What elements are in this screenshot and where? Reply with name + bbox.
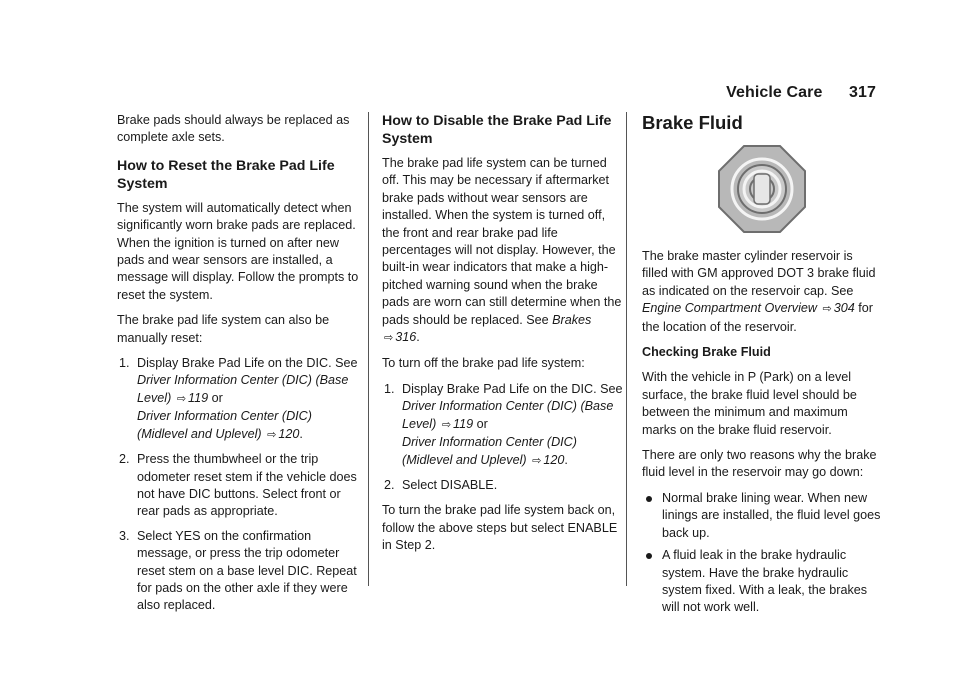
page-ref-304[interactable]: 304 <box>833 301 855 316</box>
step-number: 1. <box>119 356 130 371</box>
fluid-text: The brake master cylinder reservoir is filled with GM approved DOT 3 brake fluid as indicated on the reservoir cap. See <box>642 249 876 298</box>
checking-brake-fluid-heading: Checking Brake Fluid <box>642 345 771 360</box>
page-ref-120[interactable]: 120 <box>543 452 565 467</box>
fluid-paragraph <box>642 248 882 336</box>
list-item <box>642 547 882 617</box>
list-item <box>117 451 359 521</box>
step-lead: Display Brake Pad Life on the DIC. See <box>137 356 358 371</box>
bullet-icon <box>646 496 652 502</box>
step-end: . <box>564 452 568 467</box>
disable-heading: How to Disable the Brake Pad Life System <box>382 113 612 147</box>
disable-paragraph <box>382 155 624 347</box>
page-ref-119[interactable]: 119 <box>188 390 209 405</box>
page-reference-arrow-icon: ⇨ <box>267 428 277 441</box>
turnoff-lead: To turn off the brake pad life system: <box>382 356 585 371</box>
reset-paragraph-2: The brake pad life system can also be manually reset: <box>117 313 330 345</box>
disable-text: The brake pad life system can be turned off. This may be necessary if aftermarket brake pads without wear sensors are installed. When the system is turned off, the front and rear brake pad life percentages will not display. However, the built-in wear indicators that make a high-pitched warning sound when the brake pads are worn can still determine when the pads should be replaced. See <box>382 156 622 327</box>
step-number: 3. <box>119 528 130 543</box>
bullet-text: Normal brake lining wear. When new linings are installed, the fluid level goes back up. <box>662 490 881 540</box>
step-end: . <box>299 426 303 441</box>
bullet-text: A fluid leak in the brake hydraulic system. Have the brake hydraulic system fixed. With a leak, the brakes will not work well. <box>662 548 868 615</box>
dic-base-level-link[interactable]: Driver Information Center (DIC) (Base Level) <box>402 399 614 431</box>
step-text: Select DISABLE. <box>402 477 498 492</box>
disable-steps <box>382 381 624 494</box>
step-number: 1. <box>384 381 395 396</box>
reset-steps <box>117 355 359 615</box>
list-item <box>382 381 624 470</box>
column-divider-left <box>368 112 369 586</box>
step-text: Press the thumbwheel or the trip odometer reset stem if the vehicle does not have DIC buttons. Select front or rear pads as appropriate. <box>137 452 357 519</box>
list-item <box>117 528 359 615</box>
reset-paragraph-1: The system will automatically detect when significantly worn brake pads are replaced. When the ignition is turned on after new pads and wear sensors are installed, a message will display. Follow the prompts to reset the system. <box>117 200 359 302</box>
step-number: 2. <box>119 452 130 467</box>
sentence-end: . <box>416 330 420 345</box>
page-reference-arrow-icon: ⇨ <box>532 454 542 467</box>
engine-compartment-overview-link[interactable]: Engine Compartment Overview <box>642 301 817 316</box>
brakes-link[interactable]: Brakes <box>552 312 592 327</box>
dic-midlevel-uplevel-link[interactable]: Driver Information Center (DIC) (Midlevel and Uplevel) <box>402 435 577 467</box>
check-paragraph-2: There are only two reasons why the brake fluid level in the reservoir may go down: <box>642 448 877 480</box>
page-number: 317 <box>849 84 876 101</box>
reset-heading: How to Reset the Brake Pad Life System <box>117 157 335 192</box>
check-paragraph-1: With the vehicle in P (Park) on a level surface, the brake fluid level should be between the minimum and maximum marks on the brake fluid reservoir. <box>642 370 857 437</box>
brake-fluid-symbol-wrap <box>642 144 882 234</box>
column-middle <box>382 112 624 563</box>
brake-fluid-heading: Brake Fluid <box>642 112 743 133</box>
page-ref-120[interactable]: 120 <box>278 426 300 441</box>
page-reference-arrow-icon: ⇨ <box>822 303 832 316</box>
step-text: Select YES on the confirmation message, or press the trip odometer reset stem on a base level DIC. Repeat for pads on the other axle if they were also replaced. <box>137 528 357 613</box>
page-reference-arrow-icon: ⇨ <box>176 392 187 405</box>
or-text: or <box>211 390 223 405</box>
list-item <box>382 477 624 494</box>
list-item <box>642 490 882 542</box>
step-number: 2. <box>384 477 395 492</box>
step-lead: Display Brake Pad Life on the DIC. See <box>402 381 623 396</box>
column-left <box>117 112 359 623</box>
brake-fluid-cap-symbol-icon <box>717 144 807 234</box>
or-text: or <box>476 416 488 431</box>
column-right <box>642 112 882 622</box>
fluid-text-end: for the location of the reservoir. <box>642 301 873 334</box>
intro-paragraph: Brake pads should always be replaced as complete axle sets. <box>117 113 350 145</box>
section-title: Vehicle Care <box>726 84 823 101</box>
dic-midlevel-uplevel-link[interactable]: Driver Information Center (DIC) (Midlevel and Uplevel) <box>137 409 312 441</box>
bullet-icon <box>646 553 652 559</box>
page-ref-119[interactable]: 119 <box>453 416 474 431</box>
turnon-paragraph: To turn the brake pad life system back on, follow the above steps but select ENABLE in Step 2. <box>382 503 618 553</box>
reasons-list <box>642 490 882 617</box>
column-divider-right <box>626 112 627 586</box>
page-header <box>726 84 876 102</box>
list-item <box>117 355 359 444</box>
dic-base-level-link[interactable]: Driver Information Center (DIC) (Base Level) <box>137 373 349 405</box>
page-reference-arrow-icon: ⇨ <box>441 418 452 431</box>
page-reference-arrow-icon: ⇨ <box>384 332 394 345</box>
page-ref-316[interactable]: 316 <box>395 330 417 345</box>
